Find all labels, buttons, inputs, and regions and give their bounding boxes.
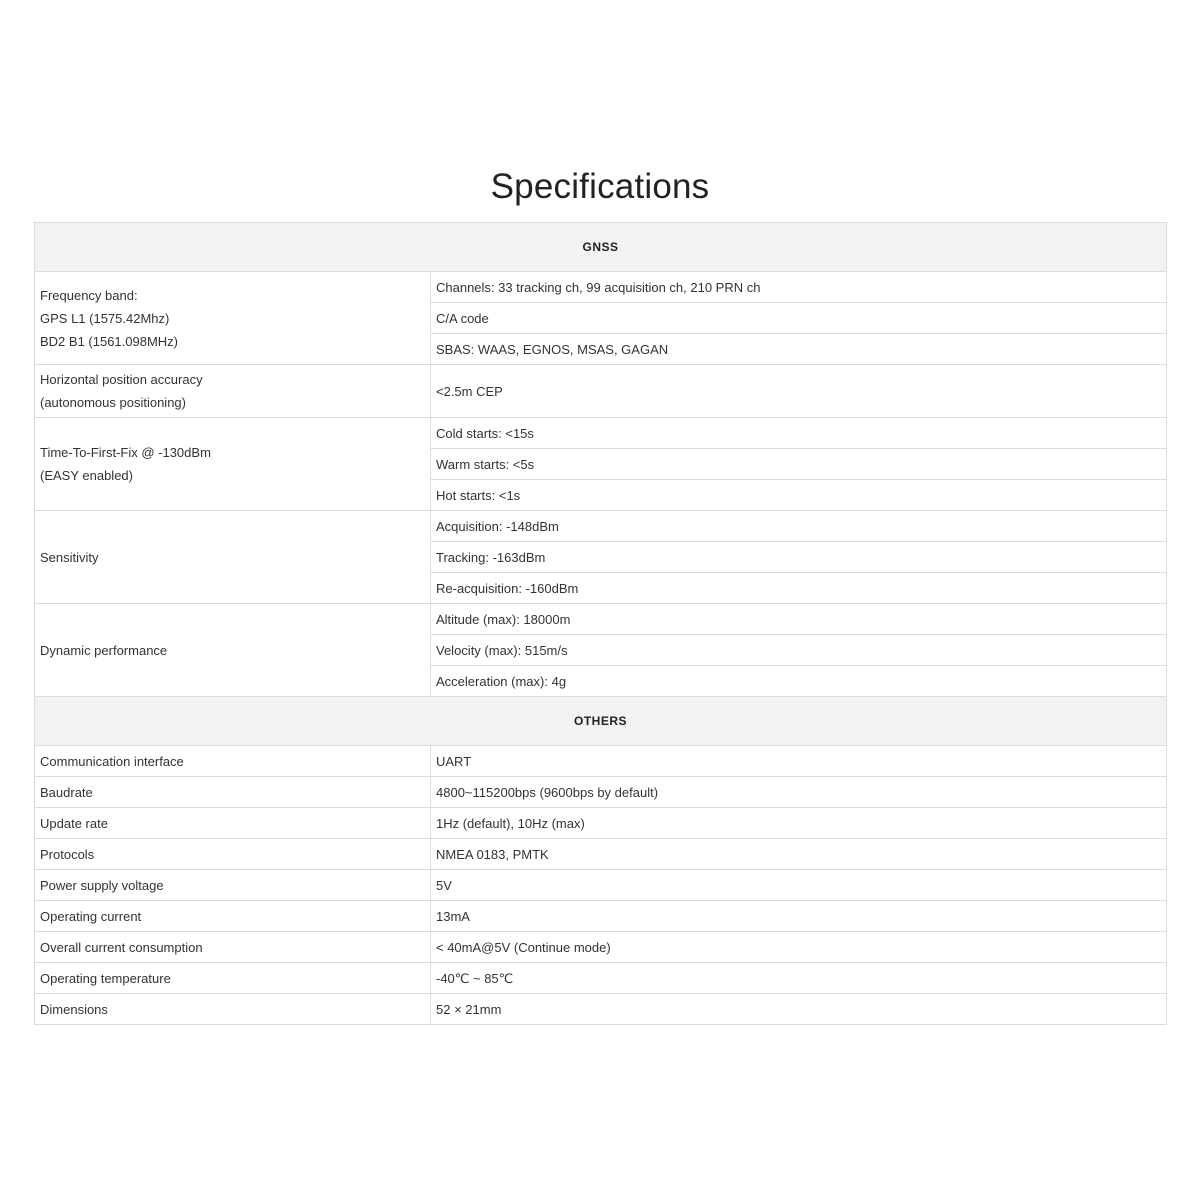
spec-label-ttff bbox=[35, 418, 431, 511]
spec-label-sensitivity: Sensitivity bbox=[35, 511, 431, 604]
spec-value: Warm starts: <5s bbox=[431, 449, 1167, 480]
spec-label-line: (EASY enabled) bbox=[40, 468, 133, 483]
spec-value: Hot starts: <1s bbox=[431, 480, 1167, 511]
table-row bbox=[35, 272, 1167, 303]
spec-value: C/A code bbox=[431, 303, 1167, 334]
table-row bbox=[35, 777, 1167, 808]
spec-value: Acceleration (max): 4g bbox=[431, 666, 1167, 697]
spec-value: 5V bbox=[431, 870, 1167, 901]
spec-label-line: Frequency band: bbox=[40, 287, 138, 303]
spec-label-line: (autonomous positioning) bbox=[40, 395, 186, 410]
spec-label-position-accuracy bbox=[35, 365, 431, 418]
table-row bbox=[35, 511, 1167, 542]
spec-value: < 40mA@5V (Continue mode) bbox=[431, 932, 1167, 963]
spec-value: Tracking: -163dBm bbox=[431, 542, 1167, 573]
page-title: Specifications bbox=[490, 167, 710, 206]
spec-value: Altitude (max): 18000m bbox=[431, 604, 1167, 635]
table-row bbox=[35, 870, 1167, 901]
spec-value: -40℃ ~ 85℃ bbox=[431, 963, 1167, 994]
section-header-gnss bbox=[35, 223, 1167, 272]
spec-label: Dimensions bbox=[35, 994, 431, 1025]
table-row bbox=[35, 839, 1167, 870]
spec-value: UART bbox=[431, 746, 1167, 777]
spec-label: Protocols bbox=[35, 839, 431, 870]
table-row bbox=[35, 901, 1167, 932]
spec-value: NMEA 0183, PMTK bbox=[431, 839, 1167, 870]
spec-label: Operating current bbox=[35, 901, 431, 932]
spec-value: Velocity (max): 515m/s bbox=[431, 635, 1167, 666]
spec-label: Overall current consumption bbox=[35, 932, 431, 963]
spec-label: Power supply voltage bbox=[35, 870, 431, 901]
spec-label-line: Horizontal position accuracy bbox=[40, 372, 203, 387]
table-row bbox=[35, 746, 1167, 777]
spec-value: Re-acquisition: -160dBm bbox=[431, 573, 1167, 604]
spec-label-dynamic-performance: Dynamic performance bbox=[35, 604, 431, 697]
spec-label-line: GPS L1 (1575.42Mhz) bbox=[40, 310, 170, 326]
section-header-others bbox=[35, 697, 1167, 746]
specifications-table bbox=[34, 222, 1167, 1025]
spec-value: Acquisition: -148dBm bbox=[431, 511, 1167, 542]
spec-label: Operating temperature bbox=[35, 963, 431, 994]
spec-value: Channels: 33 tracking ch, 99 acquisition ch, 210 PRN ch bbox=[431, 272, 1167, 303]
spec-value: <2.5m CEP bbox=[431, 365, 1167, 418]
spec-value: SBAS: WAAS, EGNOS, MSAS, GAGAN bbox=[431, 334, 1167, 365]
spec-value: 4800~115200bps (9600bps by default) bbox=[431, 777, 1167, 808]
spec-label: Communication interface bbox=[35, 746, 431, 777]
section-title: OTHERS bbox=[35, 697, 1167, 746]
spec-label-frequency-band bbox=[35, 272, 431, 365]
table-row bbox=[35, 963, 1167, 994]
spec-value: 13mA bbox=[431, 901, 1167, 932]
table-row bbox=[35, 604, 1167, 635]
table-row bbox=[35, 808, 1167, 839]
spec-label-line: Time-To-First-Fix @ -130dBm bbox=[40, 445, 211, 460]
spec-label: Update rate bbox=[35, 808, 431, 839]
table-row bbox=[35, 418, 1167, 449]
table-row bbox=[35, 932, 1167, 963]
spec-value: 1Hz (default), 10Hz (max) bbox=[431, 808, 1167, 839]
spec-label: Baudrate bbox=[35, 777, 431, 808]
table-row bbox=[35, 365, 1167, 418]
spec-value: 52 × 21mm bbox=[431, 994, 1167, 1025]
spec-label-line: BD2 B1 (1561.098MHz) bbox=[40, 333, 179, 349]
section-title: GNSS bbox=[35, 223, 1167, 272]
table-row bbox=[35, 994, 1167, 1025]
spec-value: Cold starts: <15s bbox=[431, 418, 1167, 449]
